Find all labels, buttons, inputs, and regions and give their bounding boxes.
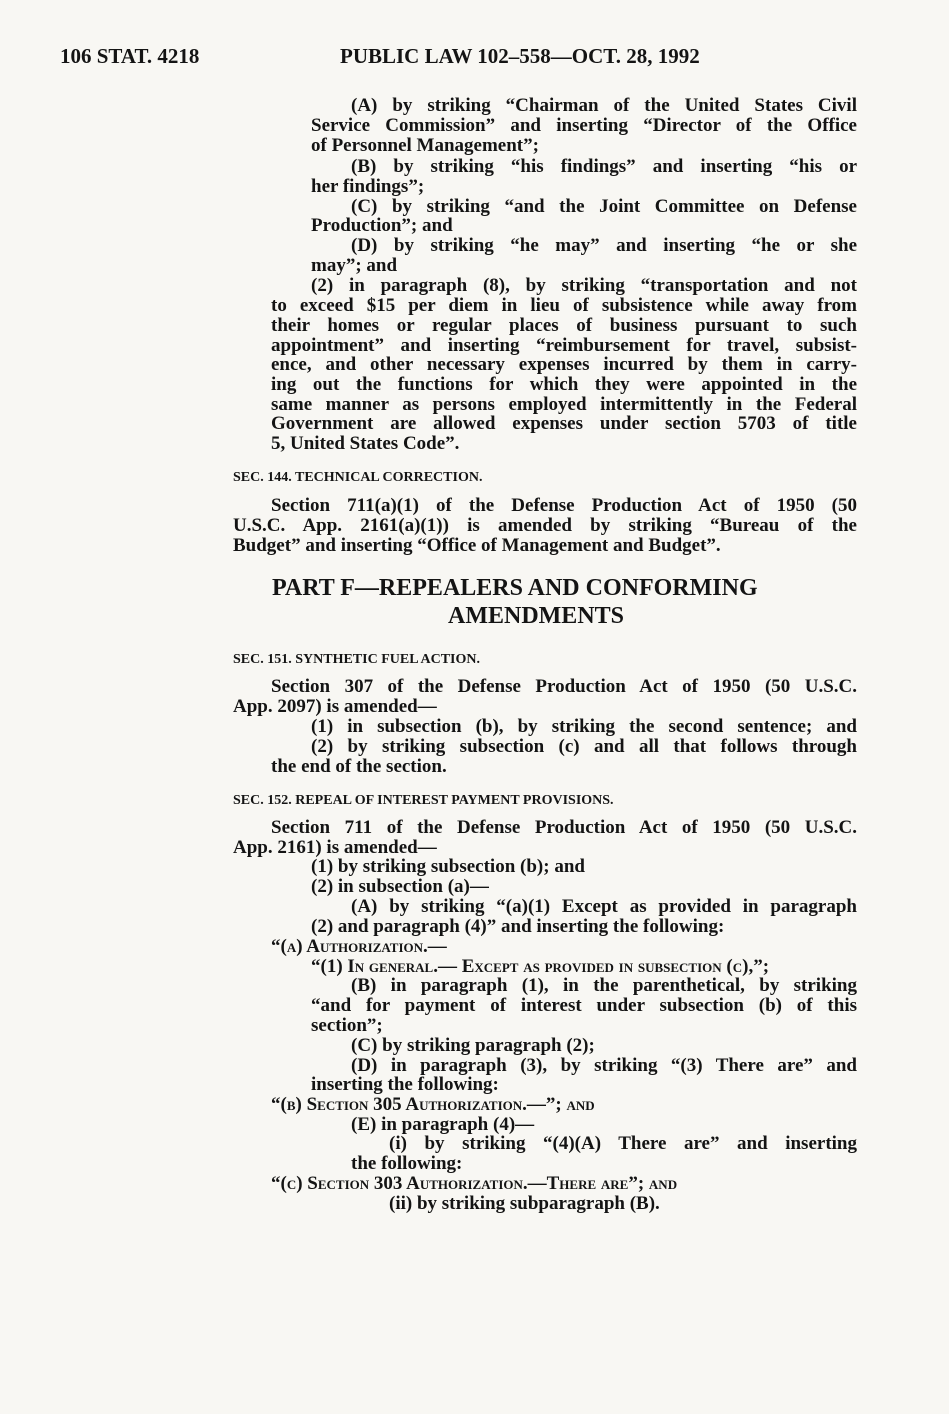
section-heading: SEC. 151. SYNTHETIC FUEL ACTION.: [233, 652, 481, 667]
text-line: Section 307 of the Defense Production Act of 1950 (50 U.S.C.: [271, 676, 857, 697]
text-line: (1) by striking subsection (b); and: [311, 856, 585, 877]
section-heading: SEC. 152. REPEAL OF INTEREST PAYMENT PROVISIONS.: [233, 793, 614, 808]
text-line: “(b) Section 305 Authorization.—”; and: [271, 1094, 595, 1115]
text-line: (B) by striking “his findings” and inserting “his or: [351, 156, 857, 177]
section-heading: SEC. 144. TECHNICAL CORRECTION.: [233, 470, 483, 485]
text-line: her findings”;: [311, 176, 425, 197]
text-line: U.S.C. App. 2161(a)(1)) is amended by striking “Bureau of the: [233, 515, 857, 536]
text-line: the following:: [351, 1153, 463, 1174]
text-line: same manner as persons employed intermittently in the Federal: [271, 394, 857, 415]
text-line: appointment” and inserting “reimbursement for travel, subsist-: [271, 335, 857, 356]
text-line: Government are allowed expenses under section 5703 of title: [271, 413, 857, 434]
text-line: (1) in subsection (b), by striking the second sentence; and: [311, 716, 857, 737]
text-line: “(a) Authorization.—: [271, 936, 447, 957]
text-line: App. 2097) is amended—: [233, 696, 437, 717]
text-line: (D) by striking “he may” and inserting “he or she: [351, 235, 857, 256]
text-line: Section 711(a)(1) of the Defense Production Act of 1950 (50: [271, 495, 857, 516]
part-heading-line-1: PART F—REPEALERS AND CONFORMING: [272, 575, 758, 601]
part-heading-line-2: AMENDMENTS: [448, 603, 625, 629]
text-line: App. 2161) is amended—: [233, 837, 437, 858]
text-line: the end of the section.: [271, 756, 447, 777]
law-citation: PUBLIC LAW 102–558—OCT. 28, 1992: [340, 44, 700, 68]
text-line: inserting the following:: [311, 1074, 499, 1095]
text-line: section”;: [311, 1015, 383, 1036]
text-line: (i) by striking “(4)(A) There are” and inserting: [389, 1133, 857, 1154]
text-line: “and for payment of interest under subsection (b) of this: [311, 995, 857, 1016]
text-line: (E) in paragraph (4)—: [351, 1114, 535, 1135]
text-line: ence, and other necessary expenses incurred by them in carry-: [271, 354, 857, 375]
text-line: (ii) by striking subparagraph (B).: [389, 1193, 660, 1214]
text-line: ing out the functions for which they were appointed in the: [271, 374, 857, 395]
text-line: (A) by striking “(a)(1) Except as provided in paragraph: [351, 896, 857, 917]
text-line: to exceed $15 per diem in lieu of subsistence while away from: [271, 295, 857, 316]
text-line: (2) in subsection (a)—: [311, 876, 489, 897]
page-reference: 106 STAT. 4218: [60, 44, 200, 68]
text-line: 5, United States Code”.: [271, 433, 460, 454]
text-line: Service Commission” and inserting “Director of the Office: [311, 115, 857, 136]
text-line: (2) by striking subsection (c) and all that follows through: [311, 736, 857, 757]
text-line: “(1) In general.— Except as provided in subsection (c),”;: [311, 956, 770, 977]
text-line: (2) in paragraph (8), by striking “transportation and not: [311, 275, 857, 296]
text-line: (B) in paragraph (1), in the parenthetical, by striking: [351, 975, 857, 996]
text-line: Budget” and inserting “Office of Management and Budget”.: [233, 535, 721, 556]
text-line: (C) by striking “and the Joint Committee on Defense: [351, 196, 857, 217]
text-line: “(c) Section 303 Authorization.—There are”; and: [271, 1173, 678, 1194]
text-line: Section 711 of the Defense Production Act of 1950 (50 U.S.C.: [271, 817, 857, 838]
text-line: of Personnel Management”;: [311, 135, 539, 156]
text-line: (C) by striking paragraph (2);: [351, 1035, 595, 1056]
text-line: (A) by striking “Chairman of the United States Civil: [351, 95, 857, 116]
text-line: Production”; and: [311, 215, 453, 236]
text-line: (D) in paragraph (3), by striking “(3) There are” and: [351, 1055, 857, 1076]
text-line: (2) and paragraph (4)” and inserting the following:: [311, 916, 725, 937]
text-line: their homes or regular places of business pursuant to such: [271, 315, 857, 336]
text-line: may”; and: [311, 255, 398, 276]
